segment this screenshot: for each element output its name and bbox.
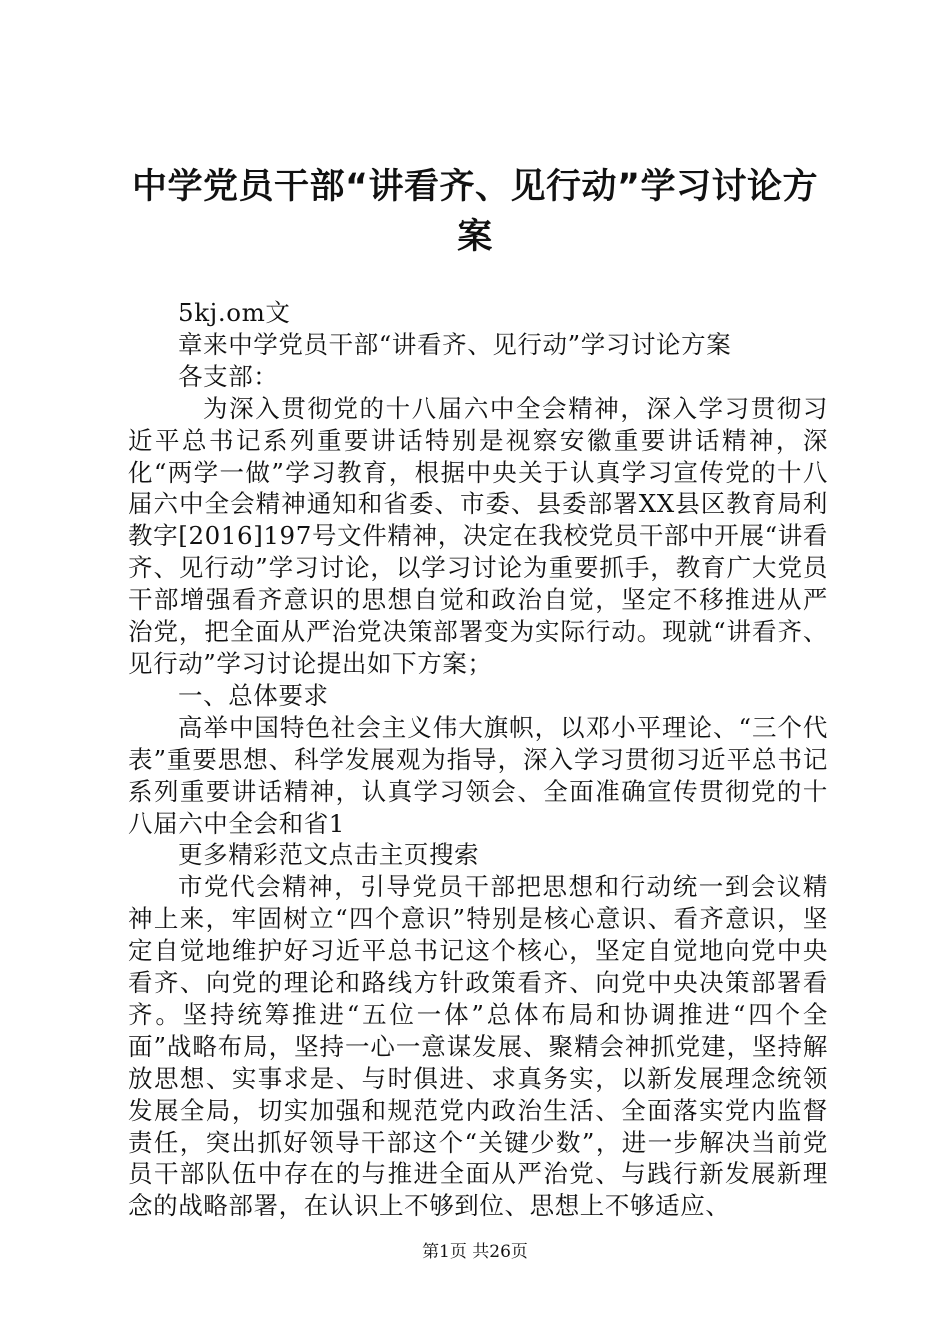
- body-paragraph-promo: 更多精彩范文点击主页搜索: [178, 840, 480, 870]
- body-paragraph-subtitle: 章来中学党员干部“讲看齐、见行动”学习讨论方案: [178, 329, 732, 359]
- body-paragraph-intro: 为深入贯彻党的十八届六中全会精神，深入学习贯彻习近平总书记系列重要讲话特别是视察安徽重要讲话精神，深化“两学一做”学习教育，根据中央关于认真学习宣传党的十八届六中全会精神通知和省委、市委、县委部署XX县区教育局利教字[2016]197号文件精神，决定在我校党员干部中开展“讲看齐、见行动”学习讨论，以学习讨论为重要抓手，教育广大党员干部增强看齐意识的思想自觉和政治自觉，坚定不移推进从严治党，把全面从严治党决策部署变为实际行动。现就“讲看齐、见行动”学习讨论提出如下方案；: [128, 393, 828, 678]
- body-paragraph-source: 5kj.om文: [178, 298, 291, 327]
- body-paragraph-requirements: 高举中国特色社会主义伟大旗帜，以邓小平理论、“三个代表”重要思想、科学发展观为指导，深入学习贯彻习近平总书记系列重要讲话精神，认真学习领会、全面准确宣传贯彻党的十八届六中全会和省1: [128, 712, 828, 838]
- section-heading-overall-requirements: 一、总体要求: [178, 680, 329, 710]
- body-paragraph-continuation: 市党代会精神，引导党员干部把思想和行动统一到会议精神上来，牢固树立“四个意识”特别是核心意识、看齐意识，坚定自觉地维护好习近平总书记这个核心，坚定自觉地向党中央看齐、向党的理论和路线方针政策看齐、向党中央决策部署看齐。坚持统筹推进“五位一体”总体布局和协调推进“四个全面”战略布局，坚持一心一意谋发展、聚精会神抓党建，坚持解放思想、实事求是、与时俱进、求真务实，以新发展理念统领发展全局，切实加强和规范党内政治生活、全面落实党内监督责任，突出抓好领导干部这个“关键少数”，进一步解决当前党员干部队伍中存在的与推进全面从严治党、与践行新发展新理念的战略部署，在认识上不够到位、思想上不够适应、: [128, 872, 828, 1221]
- page-footer: 第1页 共26页: [422, 1242, 528, 1262]
- body-paragraph-salutation: 各支部：: [178, 361, 279, 391]
- document-body: [128, 297, 828, 1222]
- document-title: 中学党员干部“讲看齐、见行动”学习讨论方案: [131, 167, 818, 257]
